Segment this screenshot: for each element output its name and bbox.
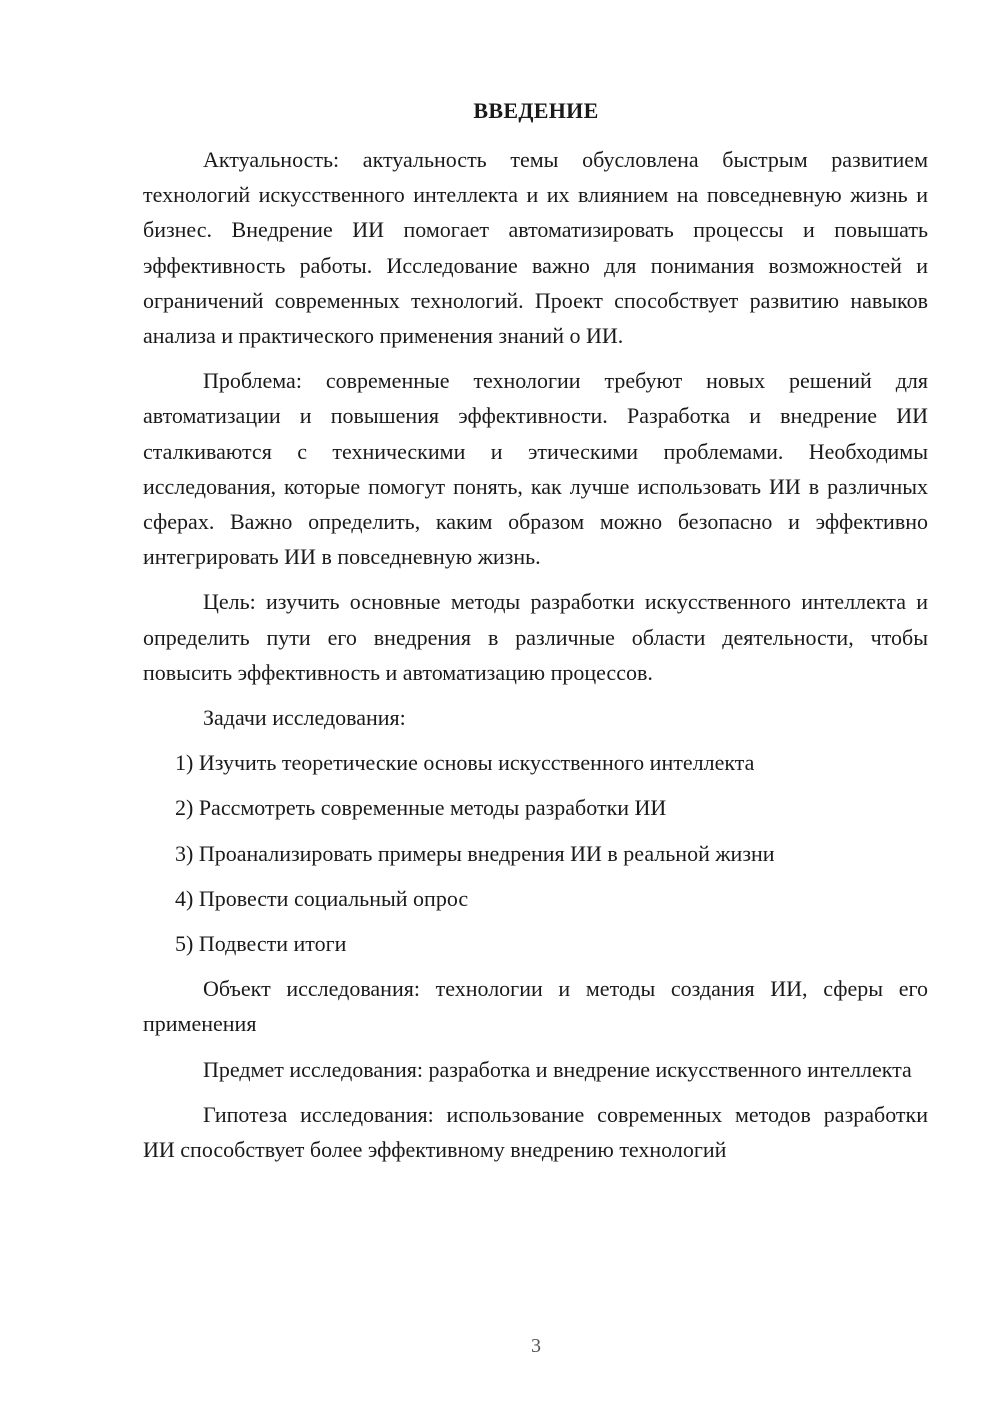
task-item: 2) Рассмотреть современные методы разработки ИИ — [175, 795, 667, 821]
object-paragraph: Объект исследования: технологии и методы создания ИИ, сферы его применения — [143, 976, 928, 1037]
page-title: ВВЕДЕНИЕ — [473, 98, 599, 123]
subject-paragraph: Предмет исследования: разработка и внедрение искусственного интеллекта — [203, 1056, 912, 1082]
document-body — [143, 142, 928, 1177]
relevance-paragraph: Актуальность: актуальность темы обусловлена быстрым развитием технологий искусственного интеллекта и их влиянием на повседневную жизнь и бизнес. Внедрение ИИ помогает автоматизировать процессы и повышать эффективность работы. Исследование важно для понимания возможностей и ограничений современных технологий. Проект способствует развитию навыков анализа и практического применения знаний о ИИ. — [143, 147, 928, 349]
tasks-heading: Задачи исследования: — [203, 705, 406, 731]
task-item: 3) Проанализировать примеры внедрения ИИ в реальной жизни — [175, 840, 775, 866]
task-item: 4) Провести социальный опрос — [175, 885, 469, 911]
goal-paragraph: Цель: изучить основные методы разработки искусственного интеллекта и определить пути его внедрения в различные области деятельности, чтобы повысить эффективность и автоматизацию процессов. — [143, 589, 928, 685]
task-item: 5) Подвести итоги — [175, 931, 347, 957]
problem-paragraph: Проблема: современные технологии требуют новых решений для автоматизации и повышения эффективности. Разработка и внедрение ИИ сталкиваются с техническими и этическими проблемами. Необходимы исследования, которые помогут понять, как лучше использовать ИИ в различных сферах. Важно определить, каким образом можно безопасно и эффективно интегрировать ИИ в повседневную жизнь. — [143, 368, 928, 570]
hypothesis-paragraph: Гипотеза исследования: использование современных методов разработки ИИ способствует более эффективному внедрению технологий — [143, 1101, 928, 1163]
page-number: 3 — [531, 1335, 541, 1357]
task-item: 1) Изучить теоретические основы искусственного интеллекта — [175, 750, 755, 776]
tasks-list — [143, 745, 928, 961]
